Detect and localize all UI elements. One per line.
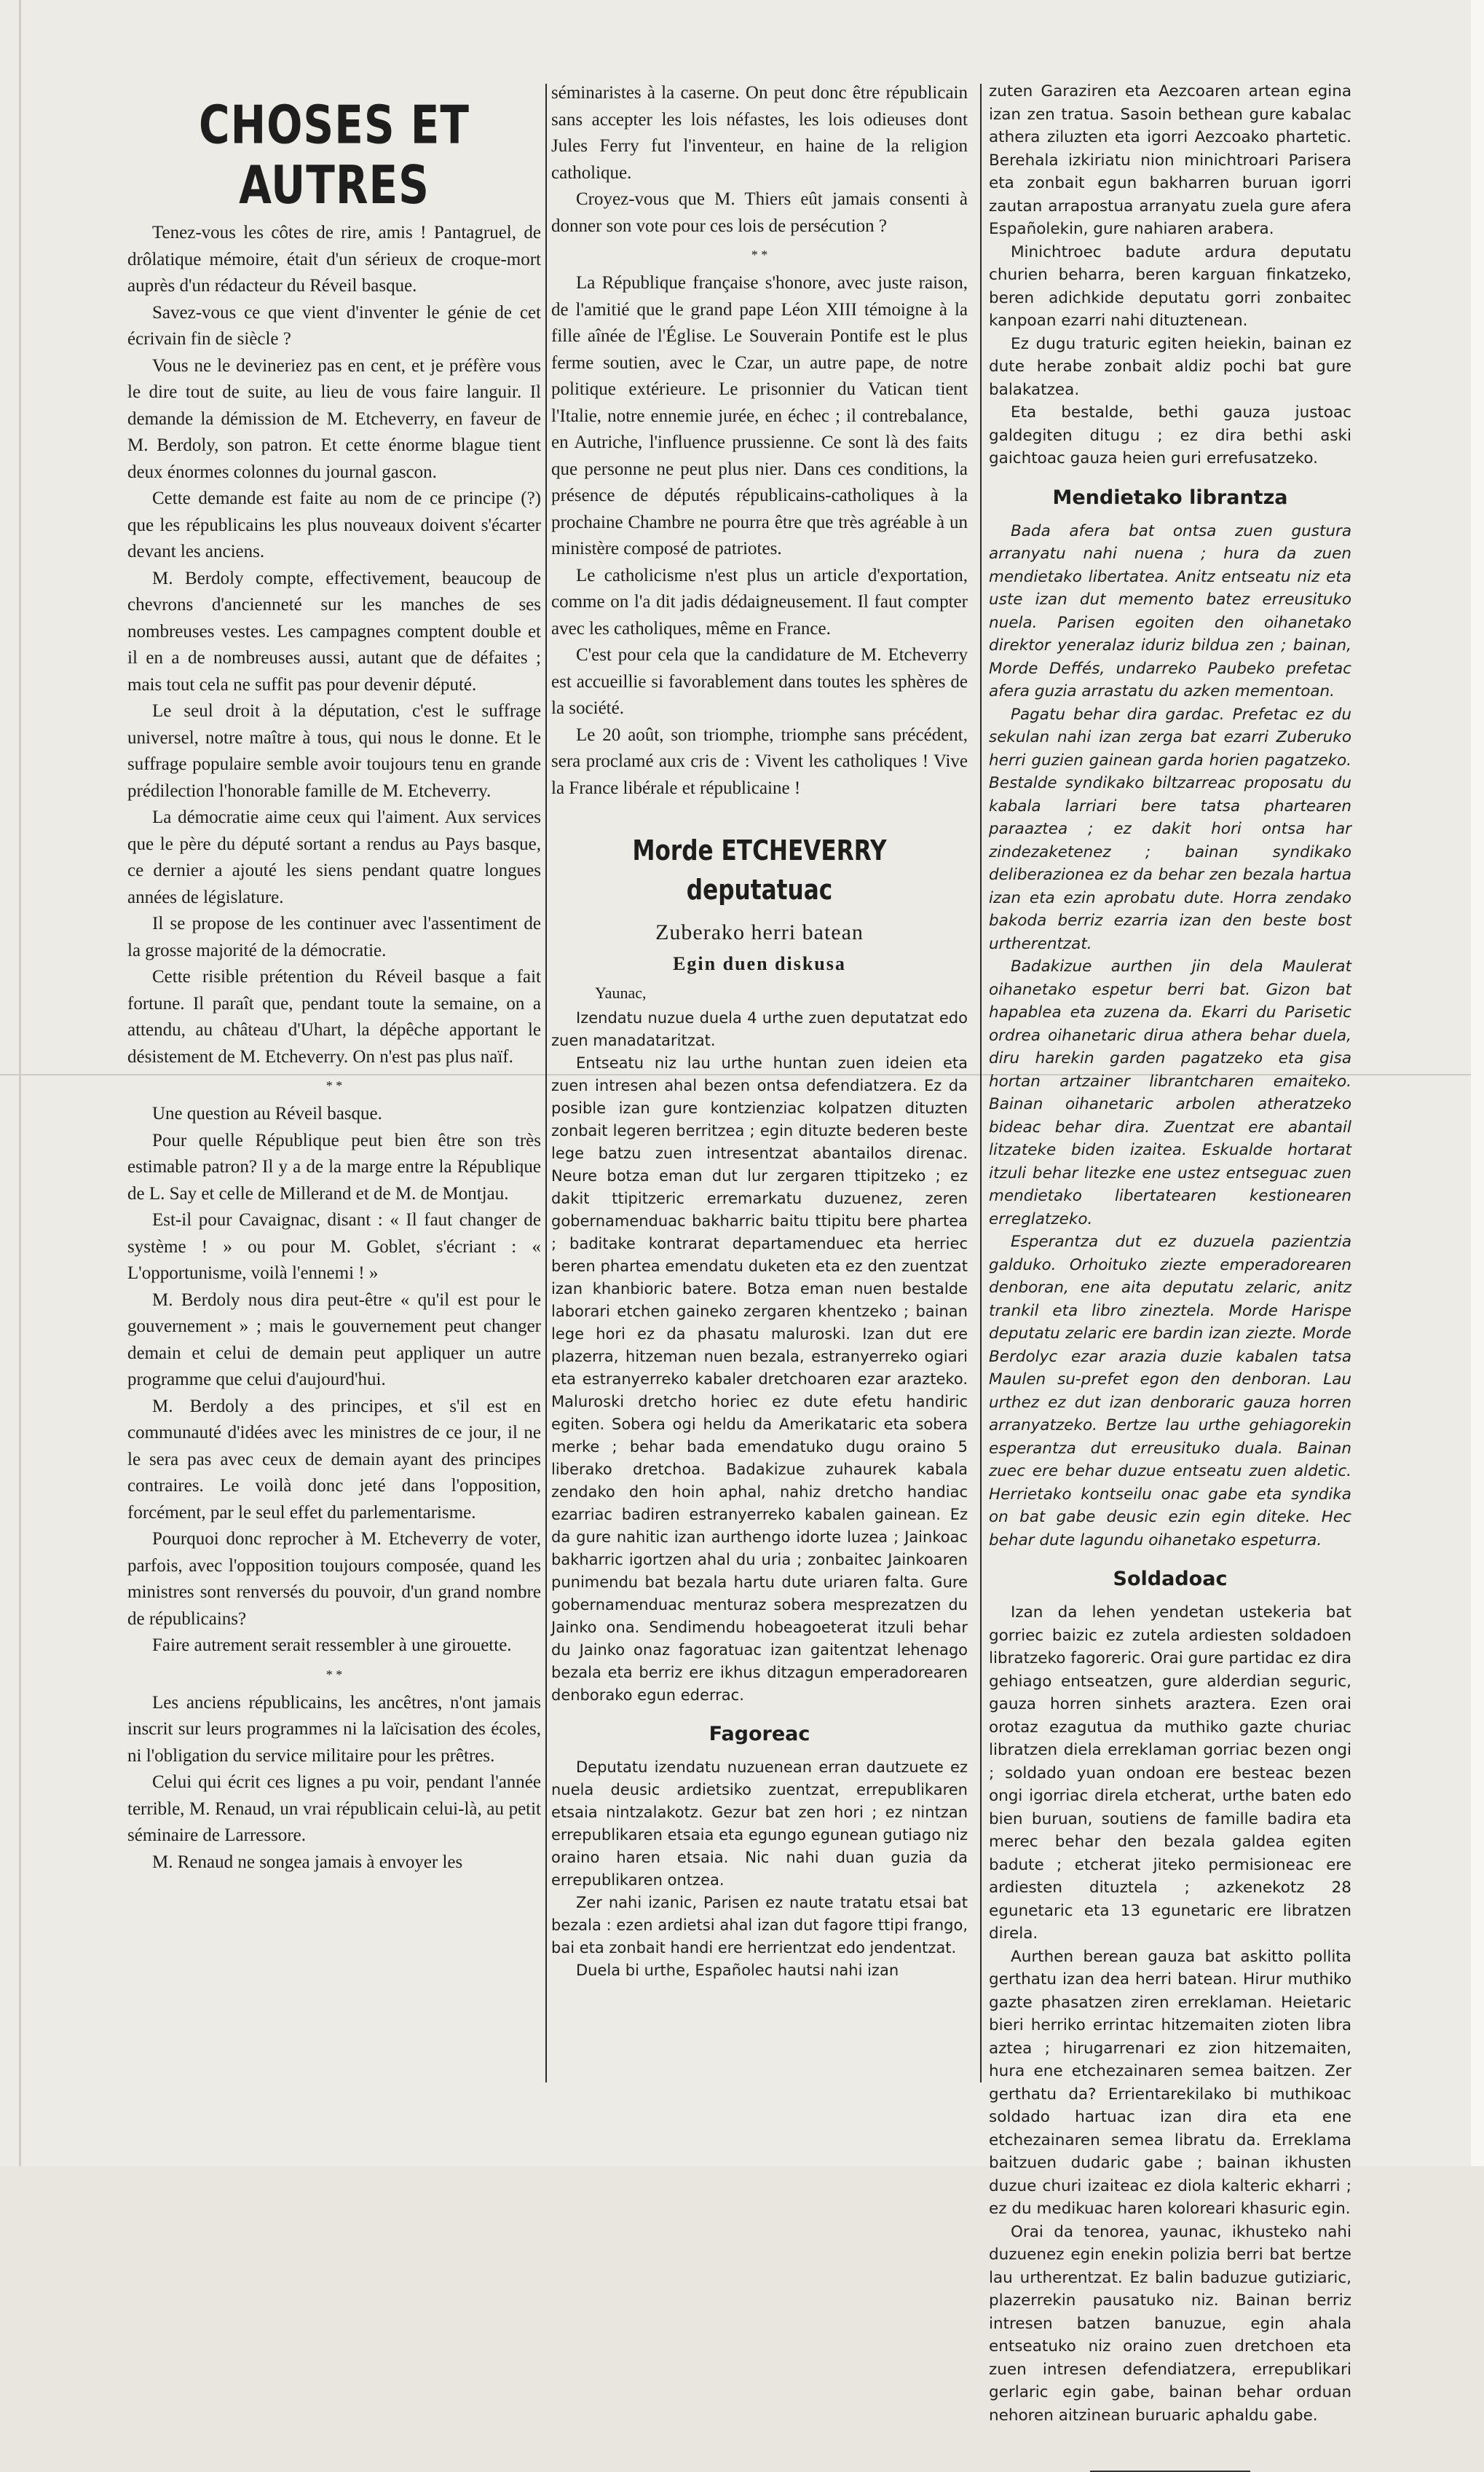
article-body [551,1007,968,1707]
article-body [127,1101,541,1659]
article-body [127,1690,541,1876]
paragraph: Le 20 août, son triomphe, triomphe sans précédent, sera proclamé aux cris de : Vivent les catholiques ! Vive la France libérale et républicaine ! [551,724,968,798]
paragraph: Une question au Réveil basque. [152,1104,382,1124]
paragraph: M. Berdoly nous dira peut-être « qu'il est pour le gouvernement » ; mais le gouvernement peut changer demain et celui de demain peut appliquer un autre programme que celui d'aujourd'hui. [127,1290,541,1389]
paragraph: M. Renaud ne songea jamais à envoyer les [152,1852,463,1872]
paragraph: Eta bestalde, bethi gauza justoac galdegiten ditugu ; ez dira bethi aski gaichtoac gauza heien guri errefusatzeko. [989,403,1351,467]
paragraph: Tenez-vous les côtes de rire, amis ! Pantagruel, de drôlatique mémoire, était d'un sérieux de croque-mort auprès d'un rédacteur du Réveil basque. [127,223,541,296]
column-1 [127,80,541,1876]
paragraph: Pagatu behar dira gardac. Prefetac ez du sekulan nahi izan zerga bat ezarri Zuberuko herri guzien gainean garda horien pagatzeko. Bestalde syndikako biltzarreac proposatu du kabala larriari bere tatsa phartearen paraaztea ; ez dakit hori ontsa har zindezaketenez ; bainan syndikako deliberazionea ez da behar zen bezala hartua izan eta ezin aprobatu dute. Horra zendako bakoda berriz ezarria izan den beste bost urtherentzat. [989,705,1351,953]
article-body [551,80,968,240]
article-body [127,220,541,1070]
subsection-title: Soldadoac [1113,1568,1228,1590]
article-body [989,520,1351,1552]
paragraph: Croyez-vous que M. Thiers eût jamais consenti à donner son vote pour ces lois de persécution ? [551,189,968,236]
paragraph: Le catholicisme n'est plus un article d'exportation, comme on l'a dit jadis dédaigneusement. Il faut compter avec les catholiques, même en France. [551,565,968,639]
page-fold-vertical [19,0,21,2166]
paragraph: Badakizue aurthen jin dela Maulerat oihanetako espetur berri bat. Gizon bat hapablea eta zuzena da. Ekarri du Parisetic ordrea oihanetaric dirua athera behar duela, diru harekin garden pagatzeko eta gisa hortan artzainer librantcharen emaiteko. Bainan oihanetaric arbolen atheratzeko bideac behar dira. Zuentzat ere abantail litzateke biden izaitea. Eskualde hortarat itzuli behar litezke ene ustez entseguac zuen mendietako libertatearen kestionearen erreglatzeko. [989,957,1351,1228]
paragraph: Entseatu niz lau urthe huntan zuen ideien eta zuen intresen ahal bezen ontsa defendiatzera. Ez da posible izan gure kontzienziac kolpatzen dituzten zonbait legeren berritzea ; egin dituzte bederen beste lege batzu zuen intresentzat abantailos direnac. Neure botza eman dut lur zergaren ttipitzeko ; ez dakit ttipitzeric erremarkatu duzuenez, zeren gobernamenduac bakharric baitu ttipitu bere phartea ; baditake kontrarat departamenduec eta herriec beren phartea emendatu duketen eta ez den zuentzat izan khanbioric batere. Botza eman nuen bestalde laborari etchen gaineko zergaren khentzeko ; bainan lege hori ez da phasatu maluroski. Izan dut ere plazerra, hitzeman nuen bezala, estranyerreko ogiari eta estranyerreko kabaler dretchoaren ezar arazteko. Maluroski dretcho horiec ez dute efetu handiric egiten. Sobera ogi heldu da Amerikataric eta sobera merke ; behar bada emendatuko dugu oraino 5 liberako dretchoa. Badakizue zuhaurek kabala zendako den hoin aphal, nahiz dretcho handiac ezarriac badiren estranyerreko kabalen gainean. Ez da gure nahitic izan aurthengo idorte luzea ; Jainkoac bakharric igortzen ahal du uria ; zonbaitec Jainkoaren punimendu bat bezala hartu dute uriaren falta. Gure gobernamenduac menturaz sobera mesprezatzen du Jainko ona. Sendimendu hobeagoeterat itzuli behar du Jainko onaz fagoratuac izan gaitentzat lehenago bezala eta berriz ere ikhus ditzagun emperadorearen denborako egun ederrac. [551,1054,968,1704]
paragraph: zuten Garaziren eta Aezcoaren artean egina izan zen tratua. Sasoin bethean gure kabalac athera ziluzten eta igorri Aezcoako phartetic. Berehala izkiriatu nion minichtroari Parisera eta zonbait egun bakharren buruan igorri zautan arrapostua arranyatu zuela gure afera Españolekin, gure nahiaren arabera. [989,82,1351,238]
paragraph: Cette risible prétention du Réveil basque a fait fortune. Il paraît que, pendant toute la semaine, on a attendu, au château d'Uhart, la dépêche apportant le désistement de M. Etcheverry. On n'est pas plus naïf. [127,967,541,1067]
paragraph: séminaristes à la caserne. On peut donc être républicain sans accepter les lois néfastes, les lois odieuses dont Jules Ferry fut l'inventeur, en haine de la religion catholique. [551,83,968,183]
subsection-title: Mendietako librantza [1052,486,1288,509]
paragraph: Duela bi urthe, Españolec hautsi nahi izan [576,1962,899,1979]
subsection-title: Fagoreac [709,1723,810,1745]
subheadline-2: Egin duen diskusa [673,953,846,974]
paragraph: C'est pour cela que la candidature de M. Etcheverry est accueillie si favorablement dans toutes les sphères de la société. [551,645,968,718]
paragraph: Les anciens républicains, les ancêtres, n'ont jamais inscrit sur leurs programmes ni la laïcisation des écoles, ni l'obligation du service militaire pour les prêtres. [127,1692,541,1766]
headline: Morde ETCHEVERRY deputatuac [632,834,887,906]
paragraph: La République française s'honore, avec juste raison, de l'amitié que le grand pape Léon XIII témoigne à la fille aînée de l'Église. Le Souverain Pontife est le plus ferme soutien, avec le Czar, un autre pape, de notre politique extérieure. Le prisonnier du Vatican tient l'Italie, notre ennemie jurée, en échec ; il contrebalance, en Autriche, l'influence prussienne. Ce sont là des faits que personne ne peut plus nier. Dans ces conditions, la présence de députés républicains-catholiques à la prochaine Chambre ne pourra être que très agréable à un ministère composé de patriotes. [551,273,968,558]
salutation: Yaunac, [595,984,647,1002]
paragraph: Est-il pour Cavaignac, disant : « Il faut changer de système ! » ou pour M. Goblet, s'écriant : « L'opportunisme, voilà l'ennemi ! » [127,1210,541,1283]
separator-stars: * * [325,1667,343,1682]
paragraph: Celui qui écrit ces lignes a pu voir, pendant l'année terrible, M. Renaud, un vrai républicain celui-là, au petit séminaire de Larressore. [127,1772,541,1845]
paragraph: Orai da tenorea, yaunac, ikhusteko nahi duzuenez egin enekin polizia berri bat bertze lau urtherentzat. Ez balin baduzue gutiziaric, plazerrekin pausatuko niz. Bainan berriz intresen batzen banuzue, egin ahala entseatuko niz oraino zuen dretchoen eta zuen intresen defendiatzera, errepublikari gerlaric egin gabe, bainan behar orduan nehoren aitzinean buruaric aphaldu gabe. [989,2222,1351,2425]
paragraph: Bada afera bat ontsa zuen gustura arranyatu nahi nuena ; hura da zuen mendietako libertatea. Anitz entseatu niz eta uste izan dut memento batez erreusituko nuela. Parisen egoiten den oihanetako direktor yeneralaz iduriz bildua zen ; bainan, Morde Deffés, undarreko Paubeko prefetac afera guzia arrastatu du azken mementoan. [989,521,1351,700]
separator-stars: * * [751,248,768,262]
column-rule [545,84,547,2082]
paragraph: Vous ne le devineriez pas en cent, et je préfère vous le dire tout de suite, au lieu de vous faire languir. Il demande la démission de M. Etcheverry, en faveur de M. Berdoly, son patron. Et cette énorme blague tient deux énormes colonnes du journal gascon. [127,355,541,482]
paragraph: Izendatu nuzue duela 4 urthe zuen deputatzat edo zuen manadataritzat. [551,1009,968,1049]
separator-stars: * * [325,1078,343,1093]
paragraph: La démocratie aime ceux qui l'aiment. Aux services que le père du député sortant a rendus au Pays basque, ce dernier a ajouté les siens pendant quatre longues années de législature. [127,807,541,907]
paragraph: Cette demande est faite au nom de ce principe (?) que les républicains les plus nouveaux doivent s'écarter devant les anciens. [127,489,541,561]
paragraph: Faire autrement serait ressembler à une girouette. [152,1635,512,1655]
column-3 [989,80,1351,2472]
paragraph: Aurthen berean gauza bat askitto pollita gerthatu izan dea herri batean. Hirur muthiko gazte phasatzen ziren erreklaman. Heietaric bieri herriko errintac hitzemaiten zioten libra aztea ; hirugarrenari ez zion hitzemaiten, hura ene etchezainaren semea baitzen. Zer gerthatu da? Errientarekilako bi muthikoac soldado hartuac izan dira eta ene etchezainaren semea libratu da. Erreklama baitzuen dudaric gabe ; bainan ikhusten duzue churi izaiteac ez diola kalteric ekharri ; ez du medikuac haren koloreari khasuric egin. [989,1947,1351,2218]
paragraph: Savez-vous ce que vient d'inventer le génie de cet écrivain fin de siècle ? [127,302,541,349]
paragraph: Pourquoi donc reprocher à M. Etcheverry de voter, parfois, avec l'opposition toujours composée, quand les ministres sont renversés du pouvoir, d'un grand nombre de républicains? [127,1529,541,1629]
article-body [989,80,1351,470]
paragraph: Il se propose de les continuer avec l'assentiment de la grosse majorité de la démocratie. [127,914,541,960]
page-edge [1471,0,1484,2166]
paragraph: Izan da lehen yendetan ustekeria bat gorriec baizic ez zutela ardiesten soldadoen libratzeko fagoreric. Orai gure partidac ez dira gehiago entseatzen, gure alderdian seguric, gauza horren sinhets araztera. Ezen orai orotaz ezagutua da muthiko gazte churiac libratzen diela erreklaman gorriac bezen ongi ; soldado yuan ondoan ere besteac bezen ongi igorriac direla etcherat, urthe baten edo bien buruan, soutiens de famille badira eta merec behar den bezala galdea egiten badute ; etcherat jiteko permisioneac ere ardiesten dituztela ; azkenekotz 28 egunetaric eta 13 egunetaric ere libratzen direla. [989,1603,1351,1943]
paragraph: M. Berdoly a des principes, et s'il est en communauté d'idées avec les ministres de ce jour, il ne le sera pas avec ceux de demain ayant des principes contraires. Le voilà donc jeté dans l'opposition, forcément, par le seul effet du parlementarisme. [127,1396,541,1523]
paragraph: Le seul droit à la députation, c'est le suffrage universel, notre maître à tous, qui nous le donne. Et le suffrage populaire semble avoir toujours tenu en grande prédilection l'honorable famille de M. Etcheverry. [127,701,541,801]
subheadline: Zuberako herri batean [655,920,864,944]
paragraph: Pour quelle République peut bien être son très estimable patron? Il y a de la marge entre la République de L. Say et celle de Millerand et de M. de Montjau. [127,1130,541,1204]
article-body [551,270,968,802]
paragraph: M. Berdoly compte, effectivement, beaucoup de chevrons d'ancienneté sur les manches de ses nombreuses vestes. Les campagnes comptent double et il en a de nombreuses aussi, autant que de défaites ; mais tout cela ne suffit pas pour devenir député. [127,568,541,695]
paragraph: Esperantza dut ez duzuela pazientzia galduko. Orhoituko ziezte emperadorearen denboran, ene aita deputatu zelaric, anitz trankil eta libro zineztela. Morde Harispe deputatu zelaric ere bardin izan ziezte. Morde Berdolyc ezar arazia duzie kabalen tatsa Maulen su-prefet egon den denboran. Lau urthez ez dut izan denboraric gauza horren arranyatzeko. Bertze lau urthe gehiagorekin esperantza dut erreusituko duala. Bainan zuec ere behar duzue entseatu zuen aldetic. Herrietako kontseilu onac gabe eta syndika on bat gabe deusic ezin egin diteke. Hec behar dute lagundu oihanetako espeturra. [989,1233,1351,1549]
column-rule [980,84,982,2082]
article-body [989,1601,1351,2427]
paragraph: Deputatu izendatu nuzuenean erran dautzuete ez nuela deusic ardietsiko zuentzat, errepublikaren etsaia nintzalakotz. Gezur bat zen hori ; ez nintzan errepublikaren etsaia eta egungo egunean gutiago niz oraino haren etsaia. Nic nahi duan guzia da errepublikaren ontzea. [551,1758,968,1889]
column-2 [551,80,968,1982]
paragraph: Minichtroec badute ardura deputatu churien beharra, beren karguan finkatzeko, beren adichkide deputatu gorri zonbaitec kanpoan ezarri nahi dituztenean. [989,242,1351,330]
paragraph: Zer nahi izanic, Parisen ez naute tratatu etsai bat bezala : ezen ardietsi ahal izan dut fagore ttipi frango, bai eta zonbait handi ere herrientzat edo jendentzat. [551,1894,968,1956]
paragraph: Ez dugu traturic egiten heiekin, bainan ez dute herabe zonbait aldiz pochi bat gure balakatzea. [989,334,1351,399]
article-body [551,1756,968,1982]
section-title: CHOSES ET AUTRES [199,93,470,216]
